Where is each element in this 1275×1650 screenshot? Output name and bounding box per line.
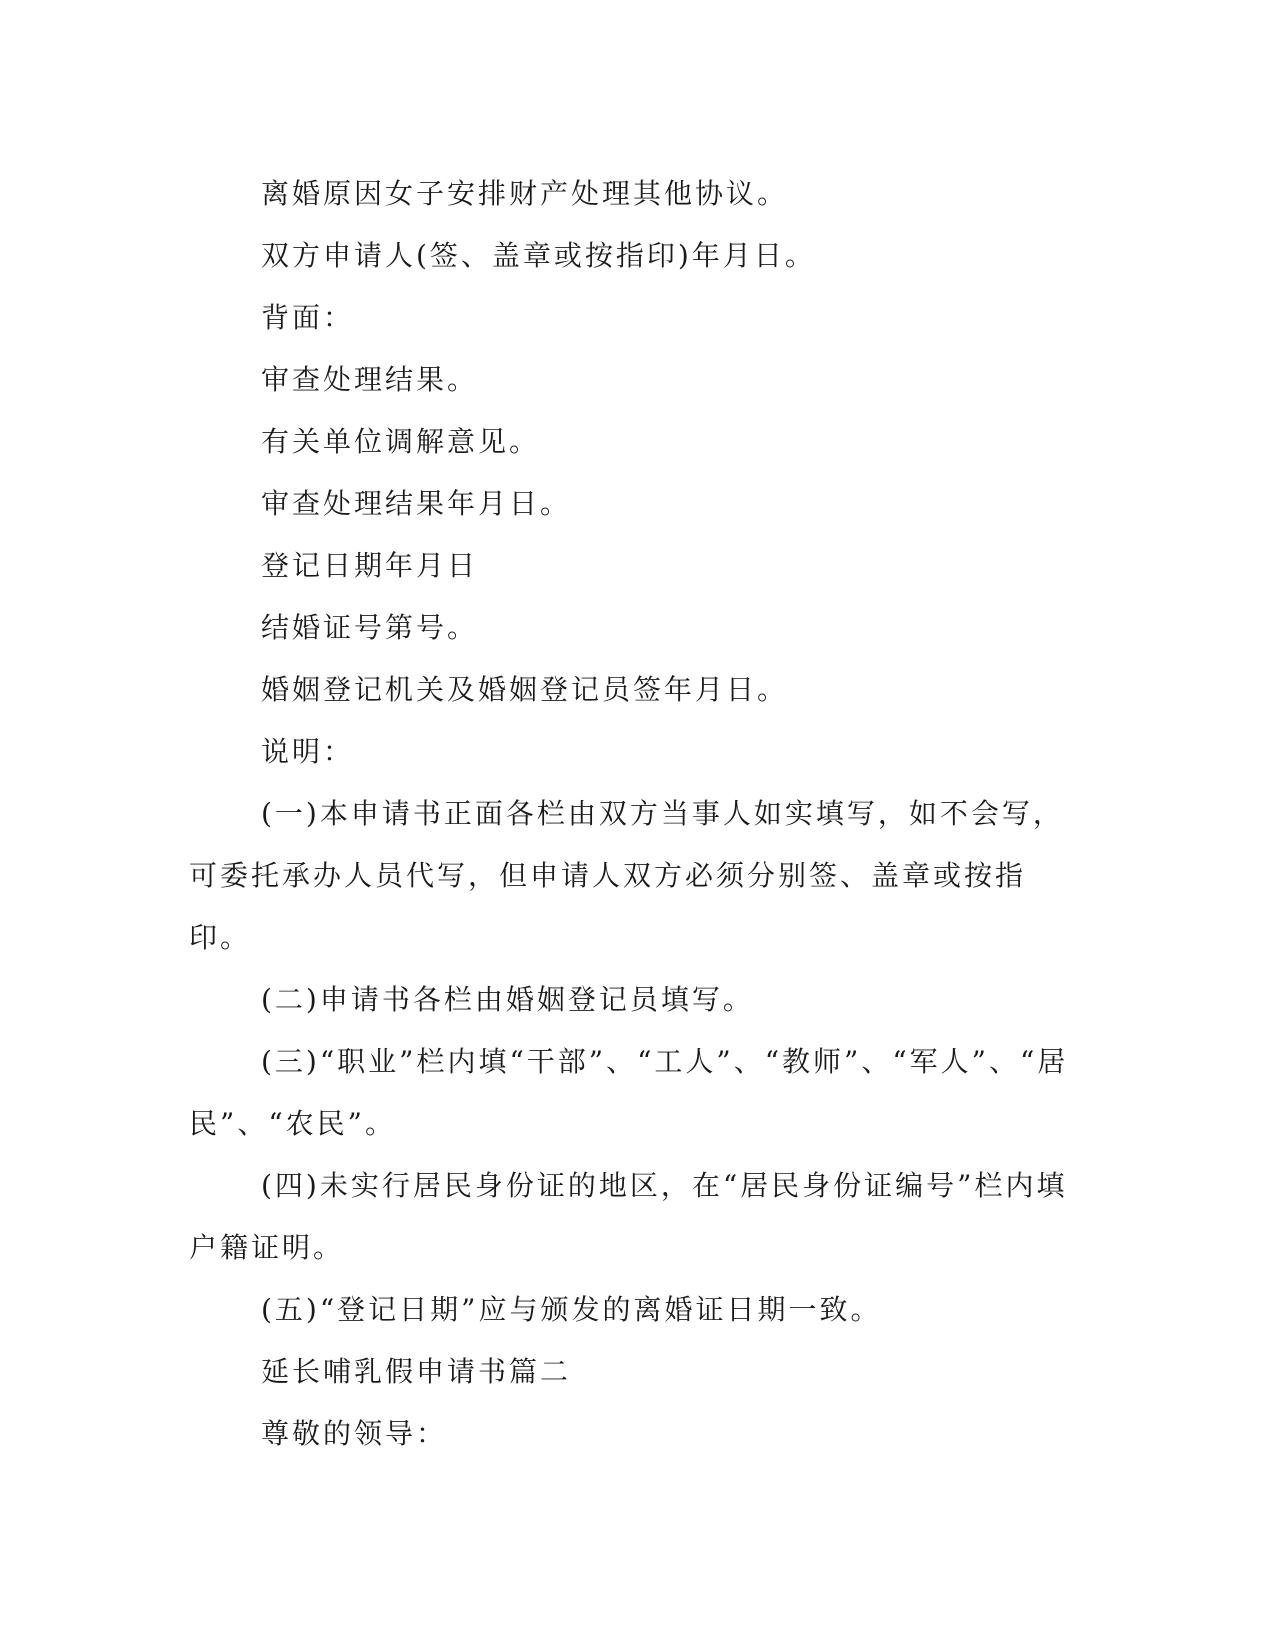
document-body	[189, 163, 1073, 1465]
paragraph-registration-date: 登记日期年月日	[261, 549, 479, 582]
paragraph-mediation-opinion: 有关单位调解意见。	[261, 425, 541, 458]
paragraph-divorce-reason: 离婚原因女子安排财产处理其他协议。	[261, 177, 789, 210]
section-heading: 延长哺乳假申请书篇二	[261, 1355, 572, 1388]
salutation: 尊敬的领导：	[261, 1417, 448, 1450]
paragraph-note-2: (二)申请书各栏由婚姻登记员填写。	[261, 983, 754, 1016]
paragraph-marriage-cert-number: 结婚证号第号。	[261, 611, 479, 644]
paragraph-review-date: 审查处理结果年月日。	[261, 487, 572, 520]
paragraph-back-side: 背面：	[261, 301, 355, 334]
paragraph-note-5: (五)“登记日期”应与颁发的离婚证日期一致。	[261, 1293, 882, 1326]
paragraph-registry-signature: 婚姻登记机关及婚姻登记员签年月日。	[261, 673, 789, 706]
paragraph-notes-heading: 说明：	[261, 735, 355, 768]
paragraph-note-3: (三)“职业”栏内填“干部”、“工人”、“教师”、“军人”、“居民”、“农民”。	[189, 1045, 1069, 1140]
paragraph-note-1: (一)本申请书正面各栏由双方当事人如实填写，如不会写，可委托承办人员代写，但申请人双方必须分别签、盖章或按指印。	[189, 797, 1064, 954]
paragraph-review-result: 审查处理结果。	[261, 363, 479, 396]
paragraph-applicant-signature: 双方申请人(签、盖章或按指印)年月日。	[261, 239, 816, 272]
paragraph-note-4: (四)未实行居民身份证的地区，在“居民身份证编号”栏内填户籍证明。	[189, 1169, 1068, 1264]
